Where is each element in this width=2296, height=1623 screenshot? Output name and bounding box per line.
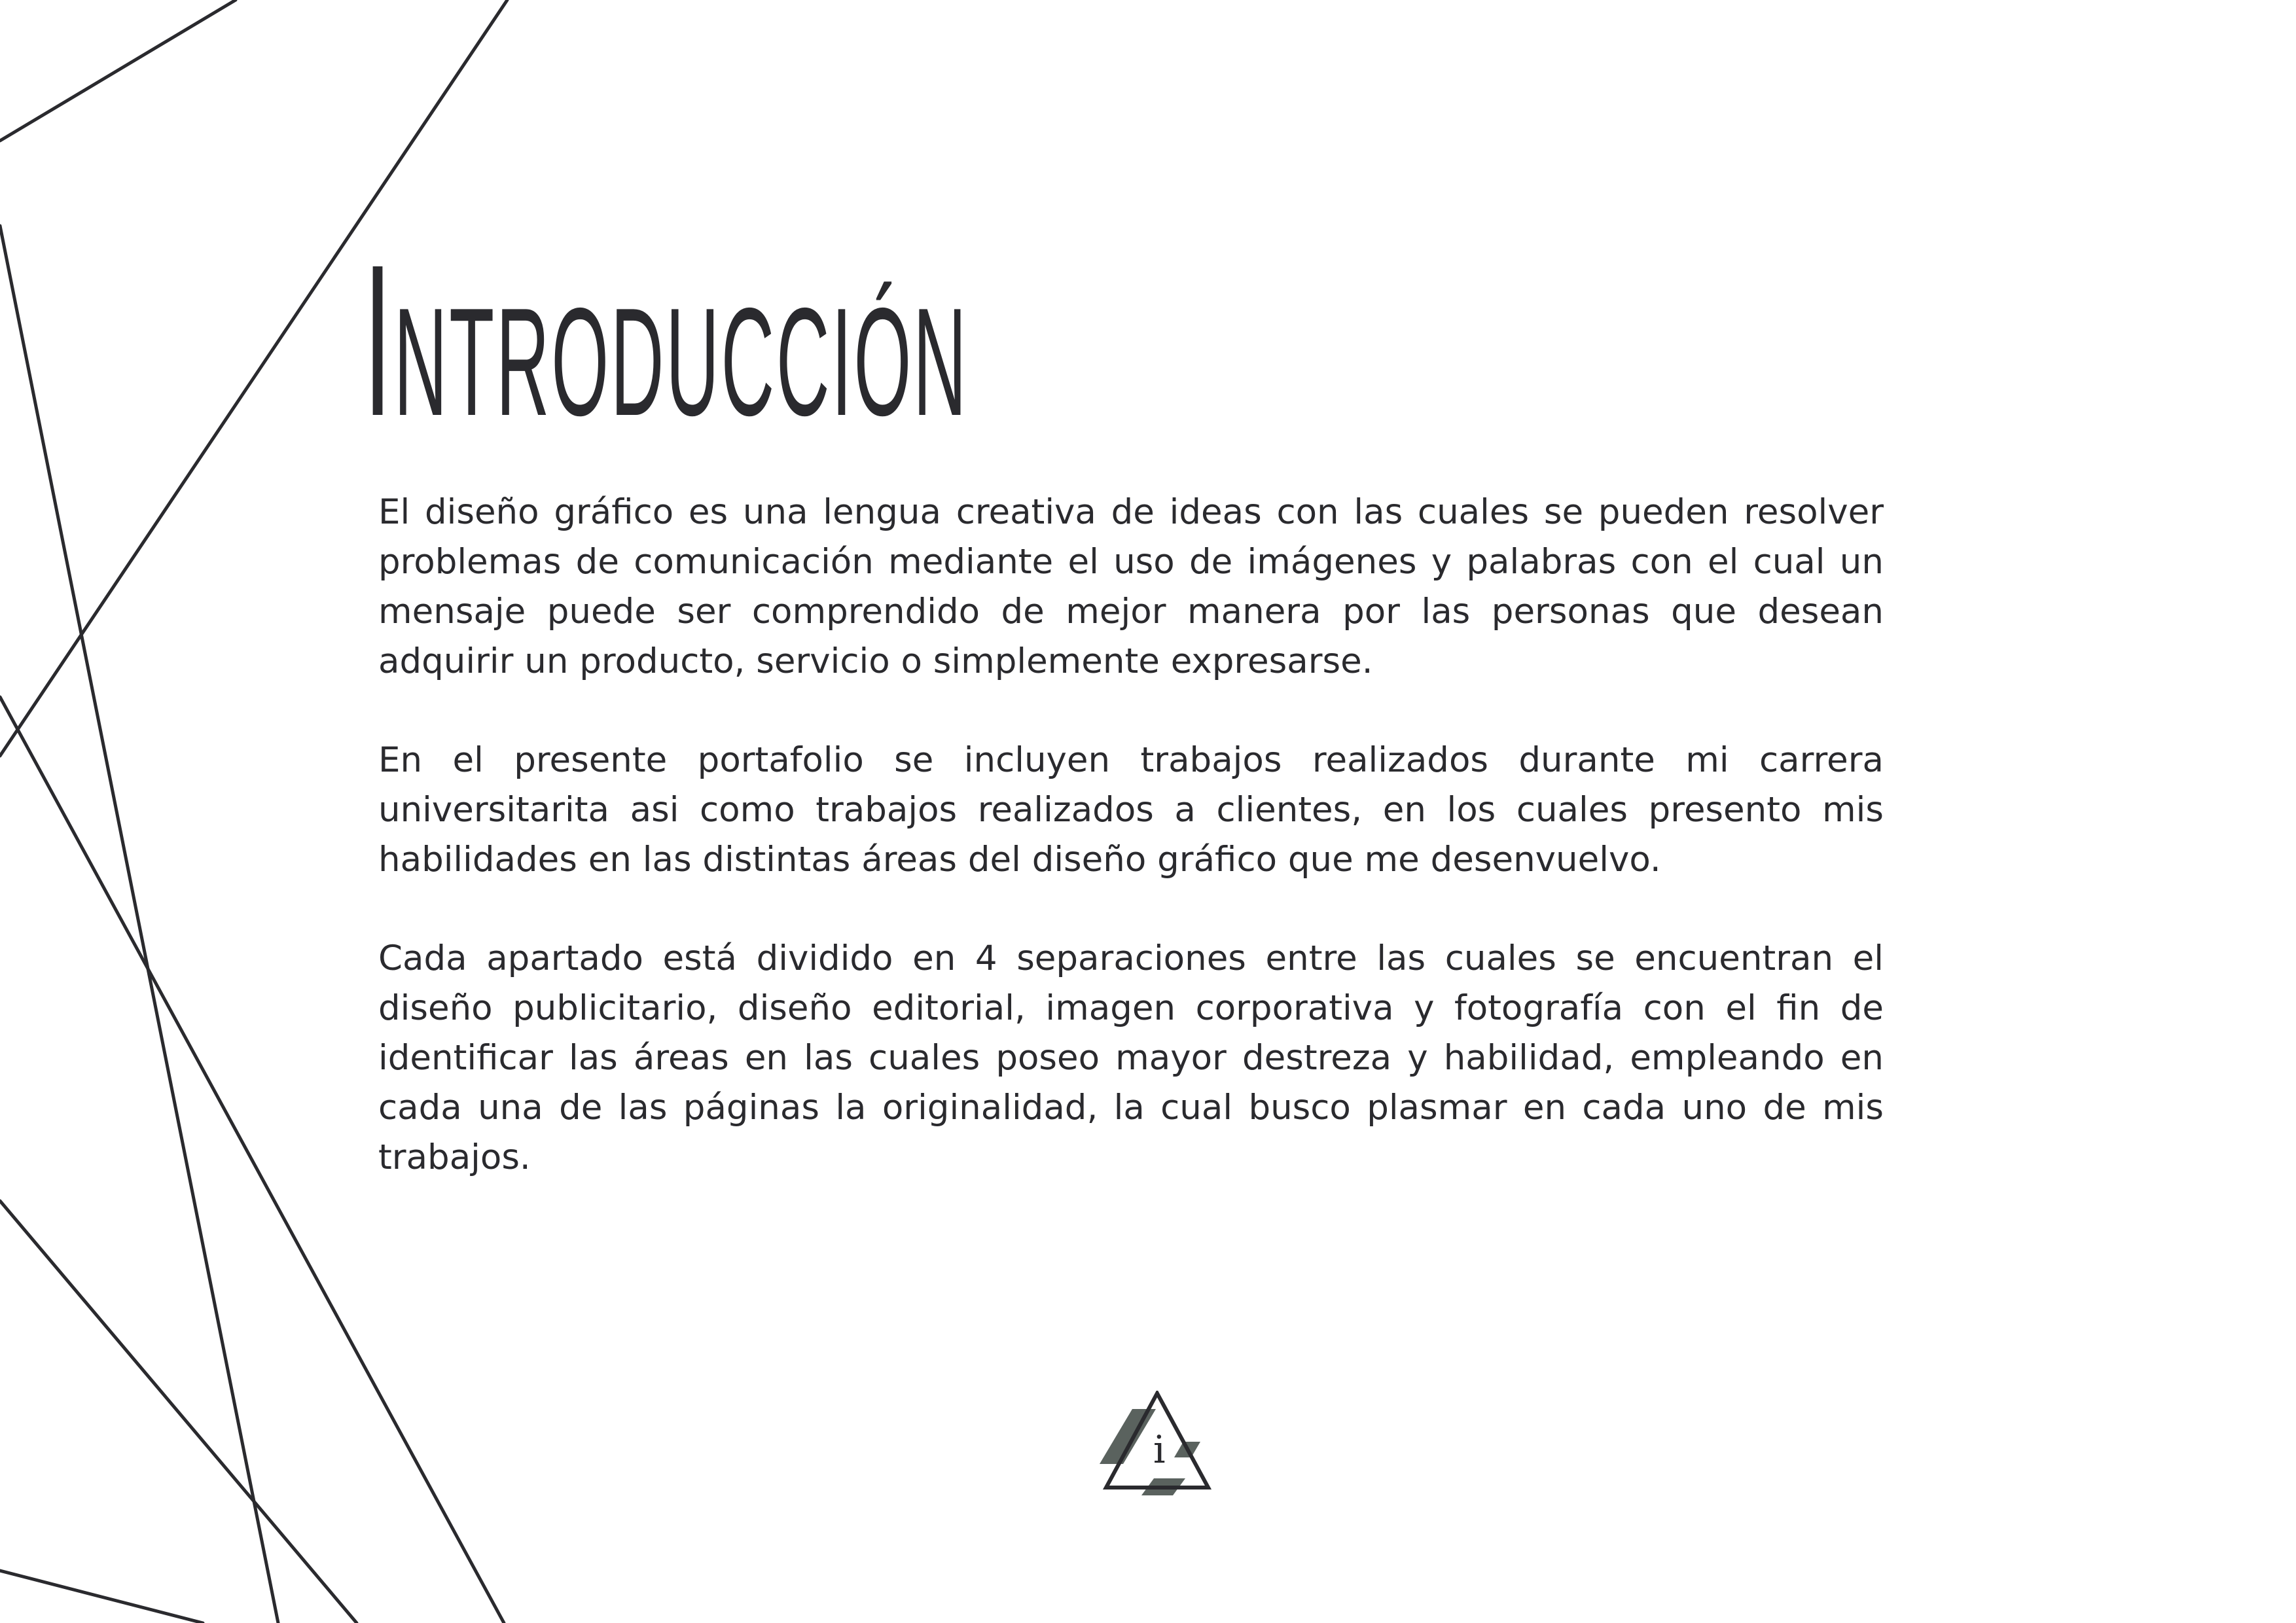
page-title (363, 219, 969, 461)
paragraph-2: En el presente portafolio se incluyen trabajos realizados durante mi carrera universitarita asi como trabajos realizados a clientes, en los cuales presento mis habilidades en las distintas áreas del diseño gráfico que me desenvuelvo. (378, 740, 1884, 880)
body-text (378, 488, 1884, 1232)
paragraph-1: El diseño gráfico es una lengua creativa de ideas con las cuales se pueden resolver problemas de comunicación mediante el uso de imágenes y palabras con el cual un mensaje puede ser comprendido de mejor manera por las personas que desean adquirir un producto, servicio o simplemente expresarse. (378, 492, 1884, 681)
paragraph-3: Cada apartado está dividido en 4 separaciones entre las cuales se encuentran el diseño publicitario, diseño editorial, imagen corporativa y fotografía con el fin de identificar las áreas en las cuales poseo mayor destreza y habilidad, empleando en cada una de las páginas la originalidad, la cual busco plasmar en cada uno de mis trabajos. (378, 938, 1884, 1177)
title-first-letter: I (363, 219, 394, 461)
page-number: i (1153, 1427, 1166, 1472)
title-rest: NTRODUCCIÓN (393, 276, 969, 448)
